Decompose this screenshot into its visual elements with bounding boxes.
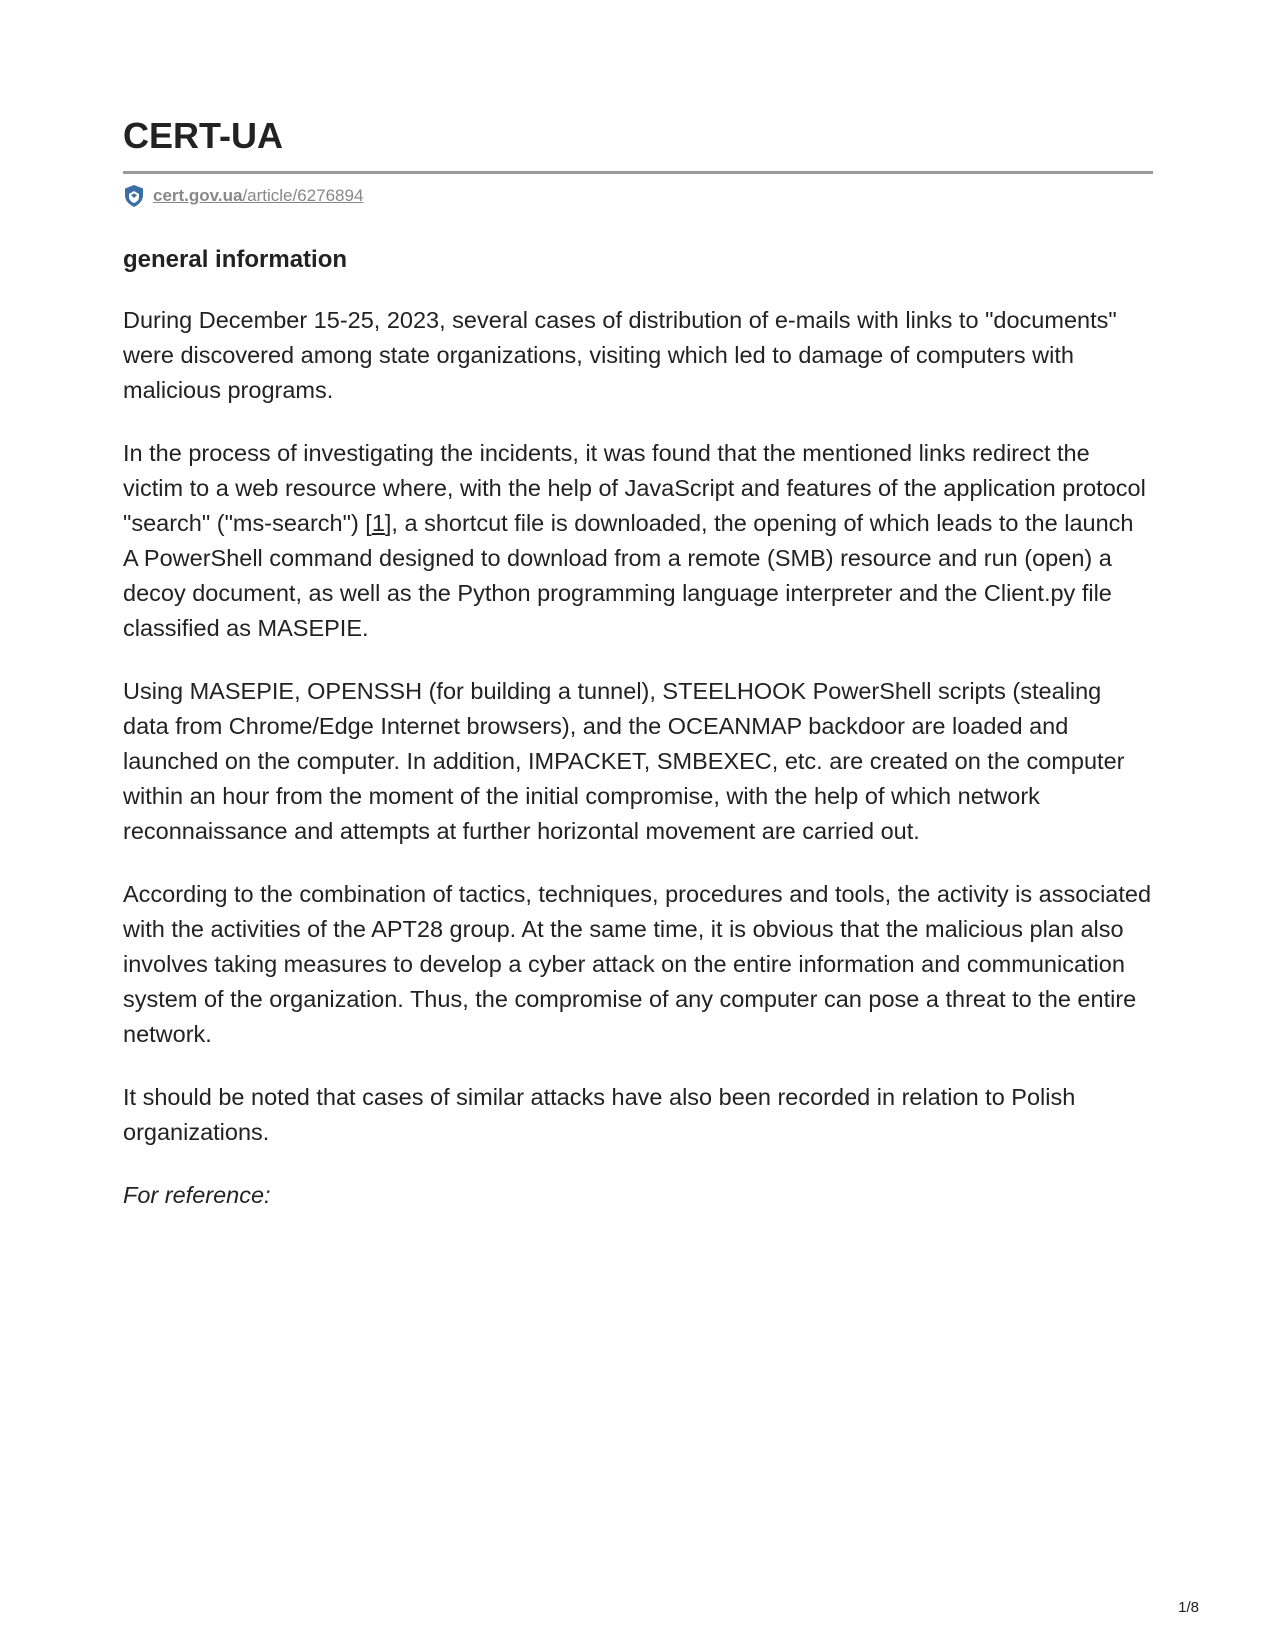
section-heading: general information [123, 246, 348, 274]
paragraph-5: It should be noted that cases of similar attacks have also been recorded in relation to Polish organizations. [123, 1083, 1076, 1145]
paragraph-1: During December 15-25, 2023, several cases of distribution of e-mails with links to "documents" were discovered among state organizations, visiting which led to damage of computers with malicious programs. [123, 306, 1117, 403]
reference-link-1[interactable]: 1 [371, 509, 385, 536]
paragraph-4: According to the combination of tactics, techniques, procedures and tools, the activity is associated with the activities of the APT28 group. At the same time, it is obvious that the malicious plan also involves taking measures to develop a cyber attack on the entire information and communication system of the organization. Thus, the compromise of any computer can pose a threat to the entire network. [123, 880, 1152, 1047]
paragraph-2-text-a: In the process of investigating the incidents, it was found that the mentioned links redirect the victim to a web resource where, with the help of JavaScript and features of the application protocol "search" ("ms-search") [ [123, 439, 1146, 536]
source-line [123, 184, 1153, 208]
page-title: CERT-UA [123, 114, 1153, 174]
paragraph-2-text-b: ], a shortcut file is downloaded, the opening of which leads to the launch A PowerShell command designed to download from a remote (SMB) resource and run (open) a decoy document, as well as the Python programming language interpreter and the Client.py file classified as MASEPIE. [123, 509, 1134, 641]
reference-label: For reference: [123, 1181, 271, 1208]
paragraph-3: Using MASEPIE, OPENSSH (for building a tunnel), STEELHOOK PowerShell scripts (stealing data from Chrome/Edge Internet browsers), and the OCEANMAP backdoor are loaded and launched on the computer. In addition, IMPACKET, SMBEXEC, etc. are created on the computer within an hour from the moment of the initial compromise, with the help of which network reconnaissance and attempts at further horizontal movement are carried out. [123, 677, 1125, 844]
page-number: 1/8 [1178, 1599, 1199, 1616]
source-path: /article/6276894 [242, 186, 364, 206]
source-link[interactable] [153, 186, 363, 206]
paragraph-2 [123, 436, 1153, 646]
shield-icon [123, 184, 145, 208]
document-page [123, 114, 1153, 1213]
source-domain: cert.gov.ua [153, 186, 243, 206]
